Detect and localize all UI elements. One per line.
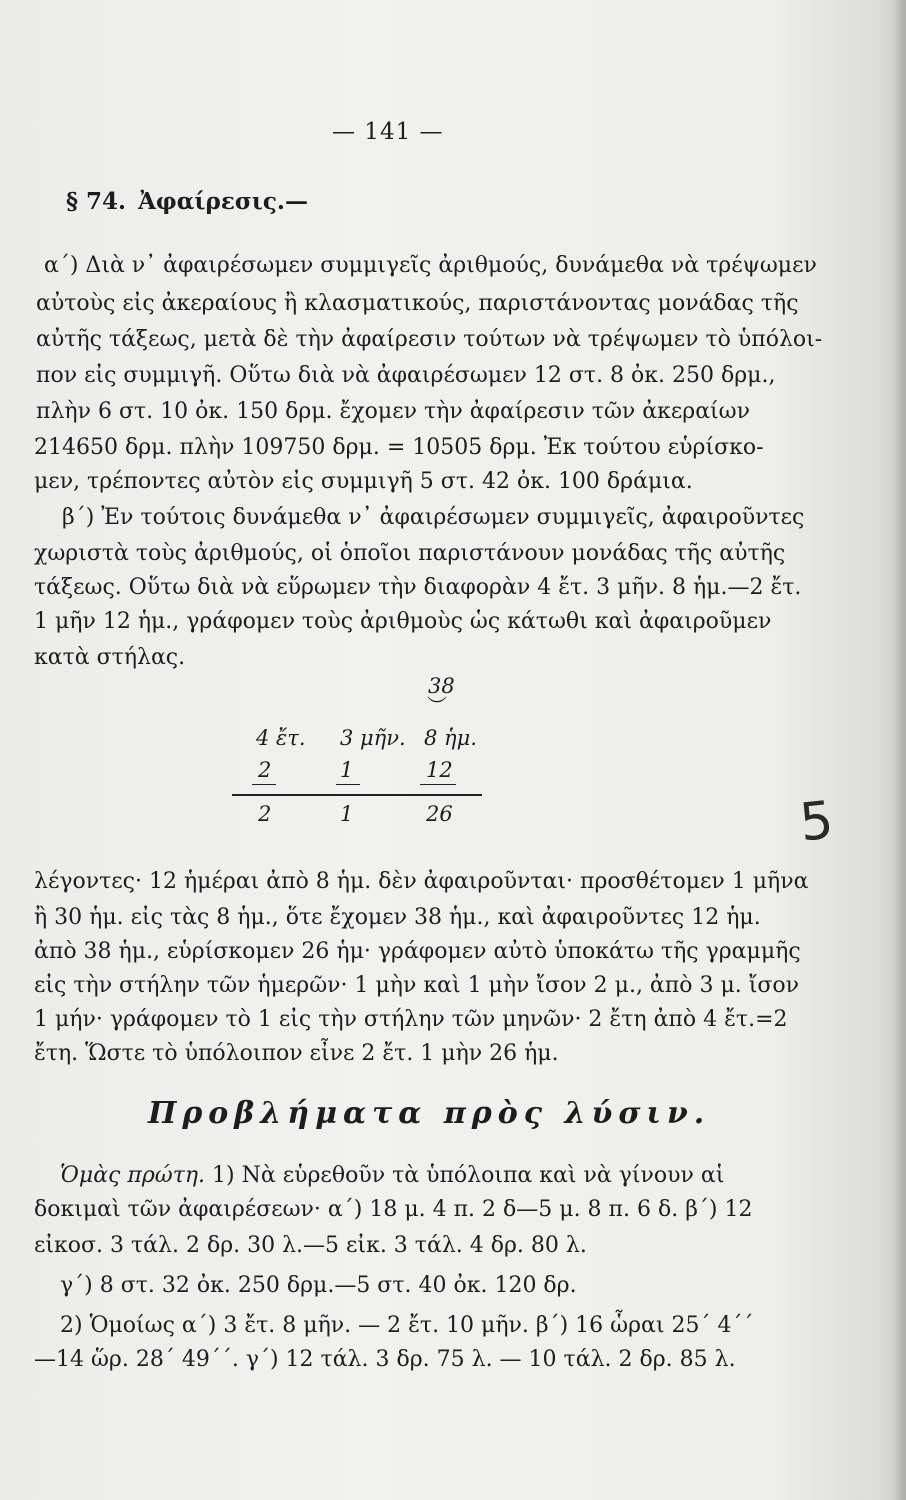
calc-underline (336, 784, 360, 785)
paragraph-line: 1 μῆν 12 ἡμ., γράφομεν τοὺς ἀριθμοὺς ὡς κάτωθι καὶ ἀφαιροῦμεν (34, 609, 772, 634)
paragraph-line: εἰς τὴν στήλην τῶν ἡμερῶν· 1 μὴν καὶ 1 μὴν ἴσον 2 μ., ἀπὸ 3 μ. ἴσον (34, 973, 800, 998)
paragraph-line: αὐτῆς τάξεως, μετὰ δὲ τὴν ἀφαίρεσιν τούτων νὰ τρέψωμεν τὸ ὑπόλοι- (36, 327, 823, 352)
calc-cell: 3 μῆν. (340, 726, 406, 750)
handwritten-margin-note: 5 (796, 790, 837, 854)
paragraph-line: 1 μήν· γράφομεν τὸ 1 εἰς τὴν στήλην τῶν μηνῶν· 2 ἔτη ἀπὸ 4 ἔτ.=2 (34, 1007, 788, 1032)
calc-underline (420, 784, 456, 785)
page-number: — 141 — (332, 119, 444, 145)
calc-rule (232, 794, 482, 796)
borrow-brace: ︶ (427, 694, 447, 718)
problem-line: γ΄) 8 στ. 32 ὀκ. 250 δρμ.—5 στ. 40 ὀκ. 120 δρ. (60, 1273, 577, 1298)
paragraph-line: πον εἰς συμμιγῆ. Οὕτω διὰ νὰ ἀφαιρέσωμεν 12 στ. 8 ὀκ. 250 δρμ., (36, 363, 776, 388)
paragraph-line: ἢ 30 ἡμ. εἰς τὰς 8 ἡμ., ὅτε ἔχομεν 38 ἡμ., καὶ ἀφαιροῦντες 12 ἡμ. (34, 905, 761, 930)
calc-cell: 2 (258, 802, 272, 826)
page-edge-shadow (892, 0, 906, 1500)
paragraph-line: λέγοντες· 12 ἡμέραι ἀπὸ 8 ἡμ. δὲν ἀφαιροῦνται· προσθέτομεν 1 μῆνα (34, 869, 809, 894)
section-number: § 74. (66, 188, 127, 215)
borrow-number: 38 (428, 674, 455, 698)
paragraph-line: ἔτη. Ὥστε τὸ ὑπόλοιπον εἶνε 2 ἔτ. 1 μὴν 26 ἡμ. (34, 1041, 559, 1066)
calc-cell: 26 (426, 802, 453, 826)
section-heading (66, 188, 308, 216)
paragraph-line: κατὰ στήλας. (34, 645, 186, 670)
problem-line: δοκιμαὶ τῶν ἀφαιρέσεων· α΄) 18 μ. 4 π. 2 δ—5 μ. 8 π. 6 δ. β΄) 12 (34, 1197, 753, 1222)
calc-cell: 4 ἔτ. (256, 726, 306, 750)
problem-line (60, 1162, 724, 1190)
paragraph-line: 214650 δρμ. πλὴν 109750 δρμ. = 10505 δρμ. Ἐκ τούτου εὑρίσκο- (34, 435, 764, 460)
paragraph-line: ἀπὸ 38 ἡμ., εὑρίσκομεν 26 ἡμ· γράφομεν αὐτὸ ὑποκάτω τῆς γραμμῆς (34, 939, 801, 964)
calc-cell: 1 (340, 802, 354, 826)
problem-line: 2) Ὁμοίως α΄) 3 ἔτ. 8 μῆν. — 2 ἔτ. 10 μῆν. β΄) 16 ὧραι 25΄ 4΄΄ (60, 1313, 754, 1338)
calc-underline (252, 784, 276, 785)
calc-cell: 8 ἡμ. (424, 726, 477, 750)
problem-line: —14 ὥρ. 28΄ 49΄΄. γ΄) 12 τάλ. 3 δρ. 75 λ. — 10 τάλ. 2 δρ. 85 λ. (34, 1347, 736, 1372)
paragraph-line: πλὴν 6 στ. 10 ὀκ. 150 δρμ. ἔχομεν τὴν ἀφαίρεσιν τῶν ἀκεραίων (36, 399, 750, 424)
problem-text: 1) Νὰ εὑρεθοῦν τὰ ὑπόλοιπα καὶ νὰ γίνουν αἱ (205, 1163, 725, 1188)
calc-cell: 1 (340, 758, 354, 782)
calc-cell: 2 (258, 758, 272, 782)
paragraph-line: β΄) Ἐν τούτοις δυνάμεθα ν᾿ ἀφαιρέσωμεν συμμιγεῖς, ἀφαιροῦντες (62, 505, 805, 530)
problem-group-label: Ὁμὰς πρώτη. (60, 1163, 206, 1188)
paragraph-line: μεν, τρέποντες αὐτὸν εἰς συμμιγῆ 5 στ. 42 ὀκ. 100 δράμια. (34, 469, 693, 494)
calc-cell: 12 (426, 758, 453, 782)
problem-line: εἰκοσ. 3 τάλ. 2 δρ. 30 λ.—5 εἰκ. 3 τάλ. 4 δρ. 80 λ. (34, 1233, 587, 1258)
paragraph-line: αὐτοὺς εἰς ἀκεραίους ἢ κλασματικούς, παριστάνοντας μονάδας τῆς (36, 291, 799, 316)
paragraph-line: χωριστὰ τοὺς ἀριθμούς, οἱ ὁποῖοι παριστάνουν μονάδας τῆς αὐτῆς (34, 541, 786, 566)
paragraph-line: τάξεως. Οὕτω διὰ νὰ εὕρωμεν τὴν διαφορὰν 4 ἔτ. 3 μῆν. 8 ἡμ.—2 ἔτ. (34, 575, 802, 600)
problems-title: Προβλήματα πρὸς λύσιν. (148, 1096, 711, 1131)
paragraph-line: α΄) Διὰ ν᾿ ἀφαιρέσωμεν συμμιγεῖς ἀριθμούς, δυνάμεθα νὰ τρέψωμεν (44, 253, 817, 278)
section-title: Ἀφαίρεσις.— (138, 188, 308, 215)
